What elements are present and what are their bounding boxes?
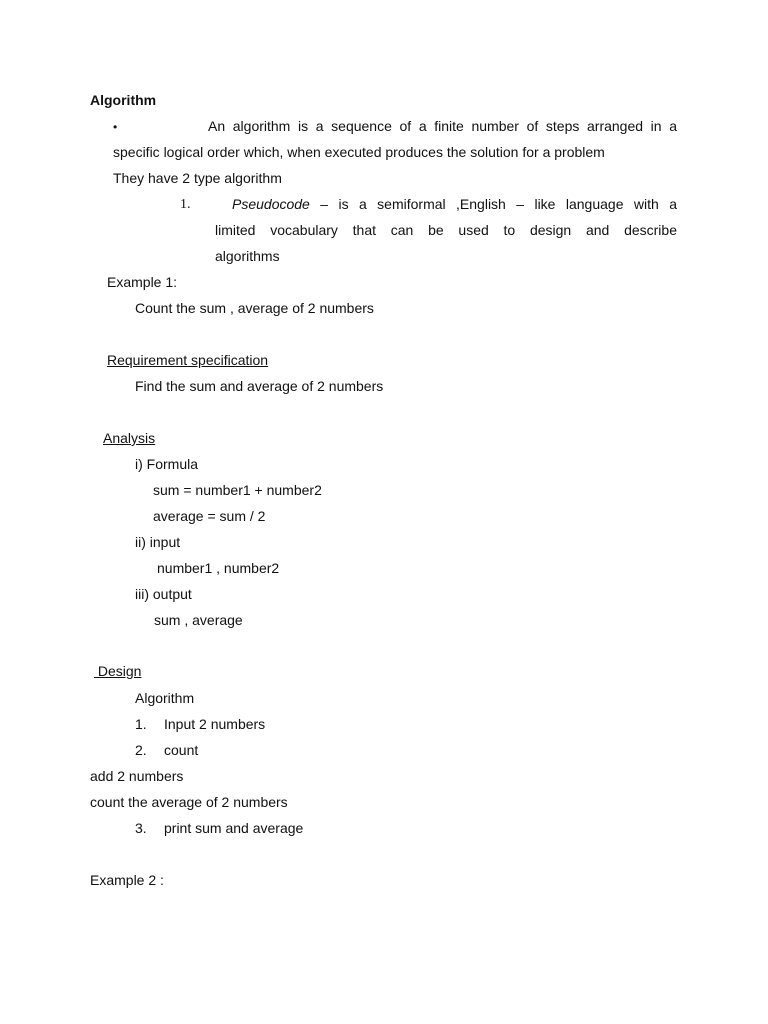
requirement-text: Find the sum and average of 2 numbers <box>135 378 384 394</box>
example-1-label: Example 1: <box>107 274 178 290</box>
design-step-3-text: print sum and average <box>164 820 304 836</box>
design-step-1-number: 1. <box>135 716 147 732</box>
item-1-number: 1. <box>180 197 191 212</box>
requirement-heading: Requirement specification <box>107 352 269 368</box>
design-step-2-text: count <box>164 742 199 758</box>
bullet-icon: • <box>113 120 118 134</box>
analysis-formula-sum: sum = number1 + number2 <box>153 482 322 498</box>
item-1-line-3: algorithms <box>215 248 280 264</box>
analysis-input-label: ii) input <box>135 534 181 550</box>
analysis-formula-average: average = sum / 2 <box>153 508 266 524</box>
pseudocode-term: Pseudocode <box>232 196 310 212</box>
design-step-1-text: Input 2 numbers <box>164 716 266 732</box>
item-1-line-1-rest: – is a semiformal ,English – like language with a <box>309 196 677 212</box>
design-substep-1: add 2 numbers <box>90 768 184 784</box>
item-1-line-1 <box>232 195 677 213</box>
design-step-2-number: 2. <box>135 742 147 758</box>
item-1-line-2: limited vocabulary that can be used to design and describe <box>215 222 677 238</box>
example-1-text: Count the sum , average of 2 numbers <box>135 300 374 316</box>
definition-line-1: An algorithm is a sequence of a finite number of steps arranged in a <box>208 118 677 134</box>
design-heading: Design <box>94 663 142 679</box>
analysis-output-value: sum , average <box>154 612 243 628</box>
definition-line-2: specific logical order which, when executed produces the solution for a problem <box>113 144 605 160</box>
design-algorithm-label: Algorithm <box>135 690 195 706</box>
design-step-3-number: 3. <box>135 820 147 836</box>
definition-line-3: They have 2 type algorithm <box>113 170 282 186</box>
example-2-label: Example 2 : <box>90 872 164 888</box>
analysis-input-value: number1 , number2 <box>157 560 280 576</box>
page-title: Algorithm <box>90 92 157 108</box>
analysis-output-label: iii) output <box>135 586 192 602</box>
analysis-formula-label: i) Formula <box>135 456 199 472</box>
design-substep-2: count the average of 2 numbers <box>90 794 288 810</box>
analysis-heading: Analysis <box>103 430 156 446</box>
